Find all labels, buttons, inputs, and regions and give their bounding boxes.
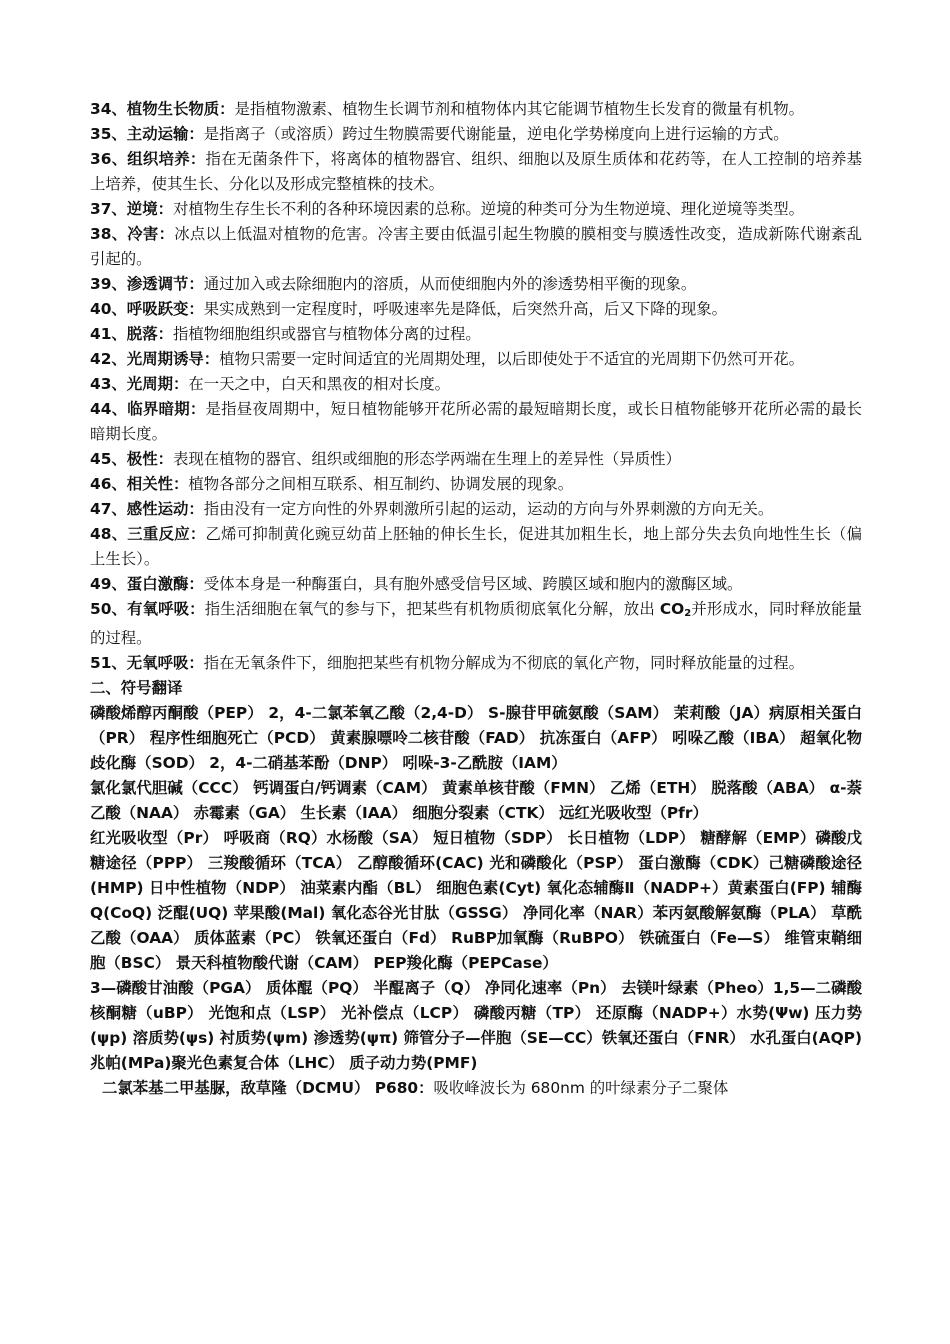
definition-text: 是指植物激素、植物生长调节剂和植物体内其它能调节植物生长发育的微量有机物。 [234, 100, 805, 118]
definition-35 [90, 122, 862, 147]
co2-subscript: 2 [684, 608, 692, 619]
term: 36、组织培养： [90, 150, 206, 168]
term: 34、植物生长物质： [90, 100, 235, 118]
definition-42 [90, 347, 862, 372]
definition-47 [90, 497, 862, 522]
definition-text: 是指离子（或溶质）跨过生物膜需要代谢能量，逆电化学势梯度向上进行运输的方式。 [203, 125, 789, 143]
symbol-paragraph-1: 磷酸烯醇丙酮酸（PEP） 2，4-二氯苯氧乙酸（2,4-D） S-腺苷甲硫氨酸（SAM） 茉莉酸（JA）病原相关蛋白（PR） 程序性细胞死亡（PCD） 黄素腺嘌呤二核苷酸（FAD） 抗冻蛋白（AFP） 吲哚乙酸（IBA） 超氧化物歧化酶（SOD） 2，4-二硝基苯酚（DNP） 吲哚-3-乙酰胺（IAM） [90, 704, 862, 772]
term: 50、有氧呼吸： [90, 600, 205, 618]
document-page [90, 97, 862, 1101]
term: 48、三重反应： [90, 525, 206, 543]
definition-text: 果实成熟到一定程度时，呼吸速率先是降低，后突然升高，后又下降的现象。 [203, 300, 728, 318]
term: 51、无氧呼吸： [90, 654, 204, 672]
definition-text: 乙烯可抑制黄化豌豆幼苗上胚轴的伸长生长，促进其加粗生长，地上部分失去负向地性生长（偏上生长）。 [90, 525, 862, 568]
definition-list [90, 97, 862, 676]
definition-text: 指由没有一定方向性的外界刺激所引起的运动，运动的方向与外界刺激的方向无关。 [203, 500, 774, 518]
term: 39、渗透调节： [90, 275, 204, 293]
co2-formula [660, 600, 691, 618]
definition-40 [90, 297, 862, 322]
definition-49 [90, 572, 862, 597]
definition-34 [90, 97, 862, 122]
definition-51 [90, 651, 862, 676]
co2-main: CO [659, 600, 685, 618]
definition-46 [90, 472, 862, 497]
definition-45 [90, 447, 862, 472]
definition-text-continued: 并形成水，同时释放能量的过程。 [90, 600, 862, 647]
definition-text: 指在无菌条件下，将离体的植物器官、组织、细胞以及原生质体和花药等，在人工控制的培养基上培养，使其生长、分化以及形成完整植株的技术。 [90, 150, 862, 193]
term: 47、感性运动： [90, 500, 204, 518]
term: 41、脱落： [90, 325, 173, 343]
definition-36 [90, 147, 862, 197]
definition-37 [90, 197, 862, 222]
definition-text: 植物各部分之间相互联系、相互制约、协调发展的现象。 [188, 475, 574, 493]
symbol-translation-list [90, 701, 862, 1101]
term: 43、光周期： [90, 375, 189, 393]
term: 49、蛋白激酶： [90, 575, 204, 593]
symbol-paragraph-2: 氯化氯代胆碱（CCC） 钙调蛋白/钙调素（CAM） 黄素单核苷酸（FMN） 乙烯（ETH） 脱落酸（ABA） α-萘乙酸（NAA） 赤霉素（GA） 生长素（IAA） 细胞分裂素（CTK） 远红光吸收型（Pfr） [90, 779, 862, 822]
term: 38、冷害： [90, 225, 175, 243]
term: 44、临界暗期： [90, 400, 206, 418]
term: 37、逆境： [90, 200, 173, 218]
definition-text: 对植物生存生长不利的各种环境因素的总称。逆境的种类可分为生物逆境、理化逆境等类型。 [172, 200, 805, 218]
definition-43 [90, 372, 862, 397]
definition-text: 受体本身是一种酶蛋白，具有胞外感受信号区域、跨膜区域和胞内的激酶区域。 [203, 575, 743, 593]
definition-text: 是指昼夜周期中，短日植物能够开花所必需的最短暗期长度，或长日植物能够开花所必需的最长暗期长度。 [90, 400, 862, 443]
definition-text: 表现在植物的器官、组织或细胞的形态学两端在生理上的差异性（异质性） [172, 450, 681, 468]
section-heading-symbols: 二、符号翻译 [90, 679, 183, 697]
definition-text: 指在无氧条件下，细胞把某些有机物分解成为不彻底的氧化产物，同时释放能量的过程。 [203, 654, 805, 672]
definition-text: 在一天之中，白天和黑夜的相对长度。 [188, 375, 451, 393]
term: 46、相关性： [90, 475, 189, 493]
symbol-paragraph-3: 红光吸收型（Pr） 呼吸商（RQ）水杨酸（SA） 短日植物（SDP） 长日植物（LDP） 糖酵解（EMP）磷酸戊糖途径（PPP） 三羧酸循环（TCA） 乙醇酸循环(CAC) 光和磷酸化（PSP） 蛋白激酶（CDK）己糖磷酸途径(HMP) 日中性植物（NDP） 油菜素内酯（BL） 细胞色素(Cyt) 氧化态辅酶Ⅱ（NADP+）黄素蛋白(FP) 辅酶Q(CoQ) 泛醌(UQ) 苹果酸(Mal) 氧化态谷光甘肽（GSSG） 净同化率（NAR）苯丙氨酸解氨酶（PLA） 草酰乙酸（OAA） 质体蓝素（PC） 铁氧还蛋白（Fd） RuBP加氧酶（RuBPO） 铁硫蛋白（Fe—S） 维管束鞘细胞（BSC） 景天科植物酸代谢（CAM） PEP羧化酶（PEPCase） [90, 829, 862, 972]
definition-41 [90, 322, 862, 347]
symbol-paragraph-5 [90, 1076, 862, 1101]
definition-text: 指植物细胞组织或器官与植物体分离的过程。 [172, 325, 481, 343]
definition-text: 冰点以上低温对植物的危害。冷害主要由低温引起生物膜的膜相变与膜透性改变，造成新陈代谢紊乱引起的。 [90, 225, 862, 268]
term: 42、光周期诱导： [90, 350, 220, 368]
definition-38 [90, 222, 862, 272]
definition-text: 植物只需要一定时间适宜的光周期处理，以后即使处于不适宜的光周期下仍然可开花。 [219, 350, 805, 368]
definition-39 [90, 272, 862, 297]
p680-description: 吸收峰波长为 680nm 的叶绿素分子二聚体 [433, 1079, 729, 1097]
term: 45、极性： [90, 450, 173, 468]
term: 35、主动运输： [90, 125, 204, 143]
symbol-paragraph-4: 3—磷酸甘油酸（PGA） 质体醌（PQ） 半醌离子（Q） 净同化速率（Pn） 去镁叶绿素（Pheo）1,5—二磷酸核酮糖（uBP） 光饱和点（LSP） 光补偿点（LCP） 磷酸丙糖（TP） 还原酶（NADP+）水势(Ψw) 压力势(ψp) 溶质势(ψs) 衬质势(ψm) 渗透势(ψπ) 筛管分子—伴胞（SE—CC）铁氧还蛋白（FNR） 水孔蛋白(AQP) 兆帕(MPa)聚光色素复合体（LHC） 质子动力势(PMF) [90, 979, 862, 1072]
definition-text: 指生活细胞在氧气的参与下，把某些有机物质彻底氧化分解，放出 [204, 600, 660, 618]
definition-50 [90, 597, 862, 651]
definition-48 [90, 522, 862, 572]
definition-text: 通过加入或去除细胞内的溶质，从而使细胞内外的渗透势相平衡的现象。 [203, 275, 697, 293]
term: 40、呼吸跃变： [90, 300, 204, 318]
definition-44 [90, 397, 862, 447]
dcmu-p680-label: 二氯苯基二甲基脲，敌草隆（DCMU） P680： [102, 1079, 434, 1097]
